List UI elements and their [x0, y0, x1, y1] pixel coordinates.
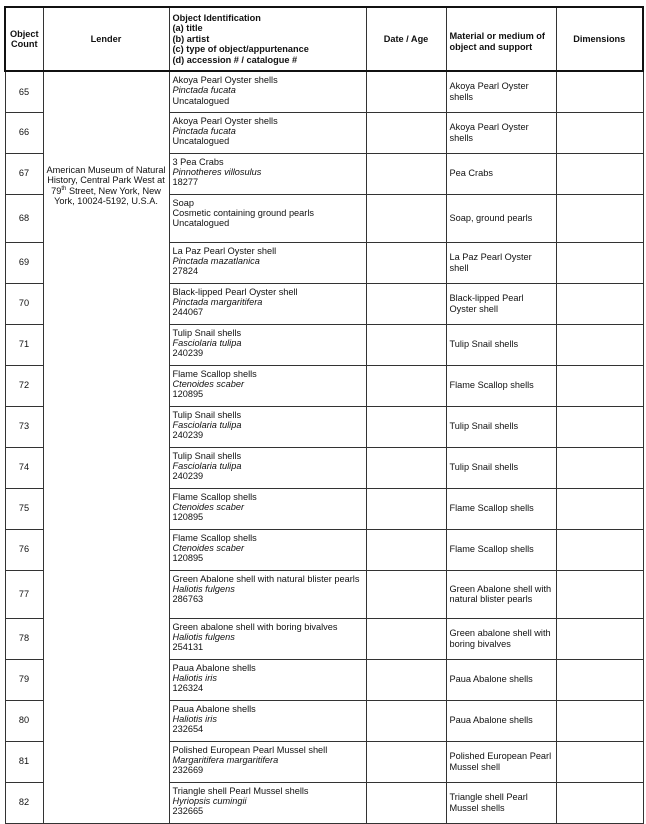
dimensions-cell [556, 570, 643, 618]
species-name: Fasciolaria tulipa [172, 419, 242, 430]
table-header-row [5, 7, 643, 71]
date-age-cell [366, 782, 446, 823]
catalogue-number: Uncatalogued [172, 218, 230, 229]
object-identification-cell [169, 153, 366, 194]
dimensions-cell [556, 324, 643, 365]
species-name: Haliotis iris [172, 713, 217, 724]
material-cell: Flame Scallop shells [446, 529, 556, 570]
dimensions-cell [556, 700, 643, 741]
material-cell: Pea Crabs [446, 153, 556, 194]
species-name: Ctenoides scaber [172, 501, 244, 512]
dimensions-cell [556, 365, 643, 406]
material-cell: Tulip Snail shells [446, 324, 556, 365]
dimensions-cell [556, 447, 643, 488]
dimensions-cell [556, 782, 643, 823]
header-ident-line: Object Identification [172, 13, 261, 23]
date-age-cell [366, 324, 446, 365]
date-age-cell [366, 194, 446, 242]
date-age-cell [366, 618, 446, 659]
date-age-cell [366, 659, 446, 700]
material-cell: Triangle shell Pearl Mussel shells [446, 782, 556, 823]
loan-object-table [4, 6, 644, 824]
species-name: Haliotis iris [172, 672, 217, 683]
dimensions-cell [556, 406, 643, 447]
catalogue-number: 27824 [172, 266, 199, 277]
catalogue-number: 232654 [172, 724, 204, 735]
object-identification-cell [169, 741, 366, 782]
species-name: Pinctada fucata [172, 125, 236, 136]
species-name: Pinctada mazatlanica [172, 255, 260, 266]
date-age-cell [366, 700, 446, 741]
object-identification-cell [169, 659, 366, 700]
date-age-cell [366, 242, 446, 283]
date-age-cell [366, 71, 446, 112]
catalogue-number: 232665 [172, 806, 204, 817]
ordinal-suffix: th [61, 185, 67, 192]
object-identification-cell [169, 71, 366, 112]
dimensions-cell [556, 741, 643, 782]
object-title: Akoya Pearl Oyster shells [172, 115, 278, 126]
object-title: 3 Pea Crabs [172, 156, 224, 167]
species-name: Pinctada margaritifera [172, 296, 263, 307]
header-lender: Lender [43, 7, 169, 71]
object-title: Paua Abalone shells [172, 662, 256, 673]
dimensions-cell [556, 529, 643, 570]
object-identification-cell [169, 618, 366, 659]
species-name: Hyriopsis cumingii [172, 795, 247, 806]
header-object-identification [169, 7, 366, 71]
object-count-cell: 67 [5, 153, 43, 194]
material-cell: Black-lipped Pearl Oyster shell [446, 283, 556, 324]
object-description: Cosmetic containing ground pearls [172, 207, 314, 218]
catalogue-number: 120895 [172, 553, 204, 564]
object-identification-cell [169, 324, 366, 365]
object-count-cell: 72 [5, 365, 43, 406]
material-cell: Tulip Snail shells [446, 406, 556, 447]
catalogue-number: 254131 [172, 642, 204, 653]
object-identification-cell [169, 488, 366, 529]
date-age-cell [366, 529, 446, 570]
object-count-cell: 77 [5, 570, 43, 618]
object-title: Flame Scallop shells [172, 532, 257, 543]
header-date-age: Date / Age [366, 7, 446, 71]
object-title: La Paz Pearl Oyster shell [172, 245, 277, 256]
material-cell: Akoya Pearl Oyster shells [446, 71, 556, 112]
date-age-cell [366, 283, 446, 324]
object-identification-cell [169, 529, 366, 570]
species-name: Pinnotheres villosulus [172, 166, 262, 177]
catalogue-number: 286763 [172, 594, 204, 605]
object-title: Tulip Snail shells [172, 450, 242, 461]
table-row [5, 71, 643, 112]
object-identification-cell [169, 112, 366, 153]
object-identification-cell [169, 194, 366, 242]
catalogue-number: 240239 [172, 471, 204, 482]
header-ident-line: (d) accession # / catalogue # [172, 54, 298, 65]
header-material: Material or medium of object and support [446, 7, 556, 71]
lender-address-end: Street, New York, New York, 10024-5192, U.S.A. [54, 185, 161, 207]
catalogue-number: Uncatalogued [172, 136, 230, 147]
header-ident-line: (c) type of object/appurtenance [172, 44, 309, 55]
object-identification-cell [169, 365, 366, 406]
material-cell: Polished European Pearl Mussel shell [446, 741, 556, 782]
object-count-cell: 69 [5, 242, 43, 283]
object-identification-cell [169, 782, 366, 823]
species-name: Haliotis fulgens [172, 583, 235, 594]
object-count-cell: 71 [5, 324, 43, 365]
date-age-cell [366, 406, 446, 447]
object-count-cell: 68 [5, 194, 43, 242]
object-count-cell: 66 [5, 112, 43, 153]
object-title: Paua Abalone shells [172, 703, 256, 714]
date-age-cell [366, 488, 446, 529]
object-count-cell: 70 [5, 283, 43, 324]
material-cell: Green abalone shell with boring bivalves [446, 618, 556, 659]
species-name: Fasciolaria tulipa [172, 337, 242, 348]
catalogue-number: 240239 [172, 430, 204, 441]
date-age-cell [366, 741, 446, 782]
object-count-cell: 65 [5, 71, 43, 112]
date-age-cell [366, 153, 446, 194]
object-title: Green abalone shell with boring bivalves [172, 621, 338, 632]
object-title: Triangle shell Pearl Mussel shells [172, 785, 309, 796]
object-count-cell: 82 [5, 782, 43, 823]
date-age-cell [366, 447, 446, 488]
dimensions-cell [556, 488, 643, 529]
catalogue-number: 18277 [172, 177, 199, 188]
date-age-cell [366, 365, 446, 406]
object-title: Soap [172, 197, 194, 208]
object-title: Flame Scallop shells [172, 368, 257, 379]
catalogue-number: 120895 [172, 512, 204, 523]
object-title: Green Abalone shell with natural blister pearls [172, 573, 360, 584]
object-count-cell: 76 [5, 529, 43, 570]
header-ident-line: (b) artist [172, 33, 210, 44]
dimensions-cell [556, 153, 643, 194]
species-name: Ctenoides scaber [172, 378, 244, 389]
object-count-cell: 74 [5, 447, 43, 488]
object-title: Polished European Pearl Mussel shell [172, 744, 328, 755]
object-title: Tulip Snail shells [172, 409, 242, 420]
object-identification-cell [169, 283, 366, 324]
dimensions-cell [556, 283, 643, 324]
catalogue-number: 232669 [172, 765, 204, 776]
species-name: Haliotis fulgens [172, 631, 235, 642]
date-age-cell [366, 570, 446, 618]
header-ident-line: (a) title [172, 23, 203, 34]
lender-address-start: American Museum of Natural History, Central Park West at 79 [46, 165, 166, 196]
object-title: Flame Scallop shells [172, 491, 257, 502]
object-count-cell: 73 [5, 406, 43, 447]
object-identification-cell [169, 700, 366, 741]
material-cell: Akoya Pearl Oyster shells [446, 112, 556, 153]
header-object-count: Object Count [5, 7, 43, 71]
catalogue-number: 240239 [172, 348, 204, 359]
object-count-cell: 79 [5, 659, 43, 700]
object-title: Black-lipped Pearl Oyster shell [172, 286, 298, 297]
lender-cell [43, 71, 169, 823]
object-count-cell: 78 [5, 618, 43, 659]
catalogue-number: 120895 [172, 389, 204, 400]
material-cell: Paua Abalone shells [446, 659, 556, 700]
object-identification-cell [169, 242, 366, 283]
dimensions-cell [556, 112, 643, 153]
catalogue-number: 244067 [172, 307, 204, 318]
species-name: Margaritifera margaritifera [172, 754, 279, 765]
object-identification-cell [169, 447, 366, 488]
dimensions-cell [556, 242, 643, 283]
object-identification-cell [169, 570, 366, 618]
dimensions-cell [556, 659, 643, 700]
dimensions-cell [556, 618, 643, 659]
header-dimensions: Dimensions [556, 7, 643, 71]
object-count-cell: 80 [5, 700, 43, 741]
object-count-cell: 81 [5, 741, 43, 782]
catalogue-number: Uncatalogued [172, 95, 230, 106]
species-name: Fasciolaria tulipa [172, 460, 242, 471]
catalogue-number: 126324 [172, 683, 204, 694]
dimensions-cell [556, 194, 643, 242]
dimensions-cell [556, 71, 643, 112]
material-cell: Paua Abalone shells [446, 700, 556, 741]
species-name: Ctenoides scaber [172, 542, 244, 553]
material-cell: Tulip Snail shells [446, 447, 556, 488]
object-title: Tulip Snail shells [172, 327, 242, 338]
material-cell: Flame Scallop shells [446, 488, 556, 529]
date-age-cell [366, 112, 446, 153]
species-name: Pinctada fucata [172, 85, 236, 96]
object-count-cell: 75 [5, 488, 43, 529]
material-cell: Soap, ground pearls [446, 194, 556, 242]
material-cell: Green Abalone shell with natural blister pearls [446, 570, 556, 618]
material-cell: Flame Scallop shells [446, 365, 556, 406]
material-cell: La Paz Pearl Oyster shell [446, 242, 556, 283]
object-identification-cell [169, 406, 366, 447]
object-title: Akoya Pearl Oyster shells [172, 75, 278, 85]
